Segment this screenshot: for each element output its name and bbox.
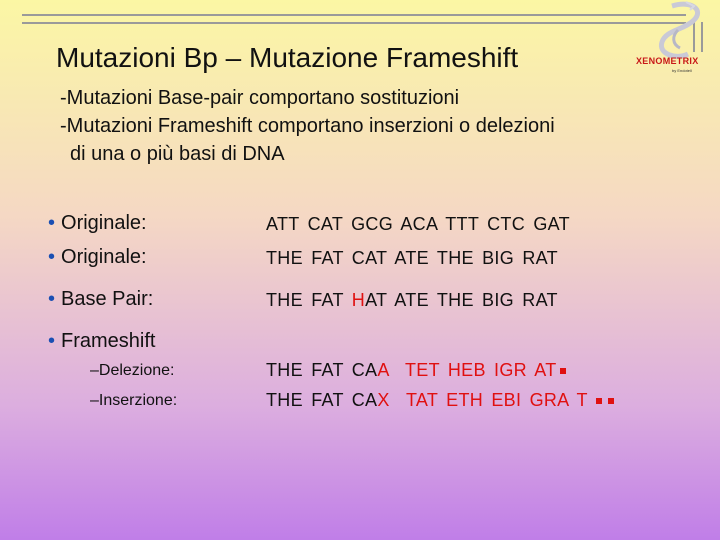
top-frame-line <box>22 14 686 24</box>
seq-suffix: AT ATE THE BIG RAT <box>365 290 558 310</box>
codon: GCG <box>351 214 394 234</box>
label-frameshift <box>48 330 155 353</box>
label-text: Frameshift <box>61 330 156 352</box>
codon: CTC <box>487 214 526 234</box>
mutated-base: H <box>351 290 366 310</box>
label-text: Originale: <box>61 246 147 268</box>
codon: RAT <box>522 248 558 268</box>
bullet-icon: • <box>48 330 56 352</box>
label-original-2 <box>48 246 147 269</box>
codon: ATE <box>394 248 429 268</box>
codon: CAT <box>307 214 343 234</box>
mutated-base: A <box>377 360 389 380</box>
label-text: Originale: <box>61 212 147 234</box>
seq-prefix: THE FAT CA <box>266 390 378 410</box>
codon: ATT <box>266 214 300 234</box>
label-base-pair <box>48 288 153 311</box>
label-text: Base Pair: <box>61 288 154 310</box>
codon: GAT <box>533 214 570 234</box>
shifted-sequence: TET HEB IGR AT <box>404 360 557 380</box>
sequence-base-pair <box>266 290 558 311</box>
logo-wordmark: XENOMETRIX <box>636 56 699 66</box>
label-deletion: –Delezione: <box>90 362 175 379</box>
sequence-original-2 <box>266 248 558 269</box>
codon: FAT <box>311 248 344 268</box>
square-icon <box>608 398 614 404</box>
bullet-icon: • <box>48 288 56 310</box>
xenometrix-logo <box>632 0 720 100</box>
bullet-icon: • <box>48 212 56 234</box>
codon: CAT <box>351 248 388 268</box>
seq-prefix: THE FAT CA <box>266 360 378 380</box>
square-icon <box>560 368 566 374</box>
mutated-base: X <box>377 390 390 410</box>
codon: TTT <box>445 214 479 234</box>
bullet-icon: • <box>48 246 56 268</box>
intro-text <box>60 84 555 168</box>
codon: THE <box>266 248 303 268</box>
page-title: Mutazioni Bp – Mutazione Frameshift <box>56 42 519 73</box>
intro-line: di una o più basi di DNA <box>70 143 285 165</box>
logo-subtitle: by Endotell <box>672 68 692 73</box>
sequence-deletion <box>266 360 566 381</box>
sequence-original-1 <box>266 214 570 235</box>
square-icon <box>596 398 602 404</box>
seq-prefix: THE FAT <box>266 290 352 310</box>
shifted-sequence: TAT ETH EBI GRA T <box>405 390 588 410</box>
label-original-1 <box>48 212 147 235</box>
label-insertion: –Inserzione: <box>90 392 178 409</box>
intro-line: -Mutazioni Frameshift comportano inserzioni o delezioni <box>60 115 555 137</box>
codon: ACA <box>400 214 438 234</box>
sequence-insertion <box>266 390 614 411</box>
intro-line: -Mutazioni Base-pair comportano sostituzioni <box>60 87 460 109</box>
codon: THE <box>436 248 474 268</box>
codon: BIG <box>482 248 515 268</box>
